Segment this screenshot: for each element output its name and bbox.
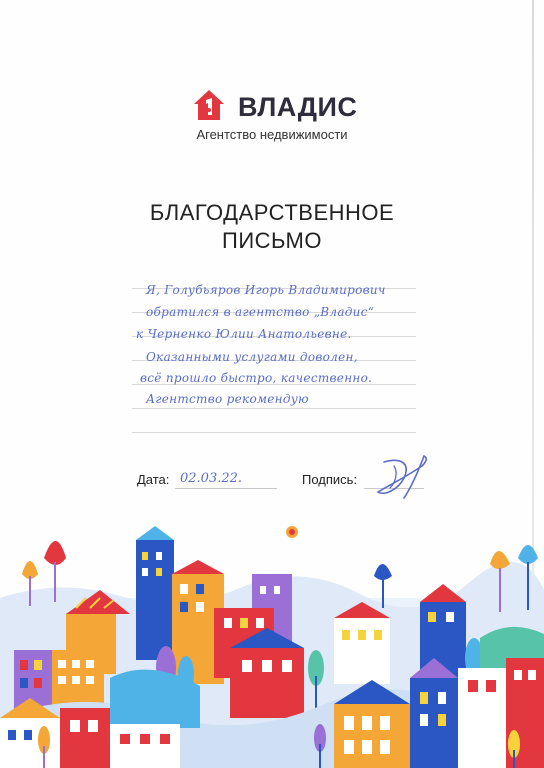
handwritten-line: Оказанными услугами доволен, <box>146 350 358 364</box>
handwritten-signature <box>374 452 434 504</box>
writing-line <box>132 432 416 433</box>
brand-name: ВЛАДИС <box>238 92 358 122</box>
city-illustration <box>0 518 544 768</box>
letter-title <box>0 199 544 255</box>
handwritten-line: обратился в агентство „Владис“ <box>146 305 375 319</box>
brand-tagline: Агентство недвижимости <box>196 127 348 142</box>
date-label: Дата: <box>137 472 170 487</box>
letter-title-line-1: БЛАГОДАРСТВЕННОЕ <box>149 200 395 225</box>
date-line <box>175 488 277 489</box>
handwritten-line: всё прошло быстро, качественно. <box>140 371 373 385</box>
date-value: 02.03.22. <box>180 471 243 486</box>
handwritten-line: Агентство рекомендую <box>146 392 309 406</box>
signature-label: Подпись: <box>302 472 358 487</box>
letter-title-line-2: ПИСЬМО <box>222 228 322 253</box>
house-key-icon <box>192 88 226 122</box>
brand-logo <box>192 88 372 124</box>
handwritten-line: Я, Голубьяров Игорь Владимирович <box>146 283 386 297</box>
handwritten-line: к Черненко Юлии Анатольевне. <box>136 327 352 341</box>
writing-line <box>132 408 416 409</box>
